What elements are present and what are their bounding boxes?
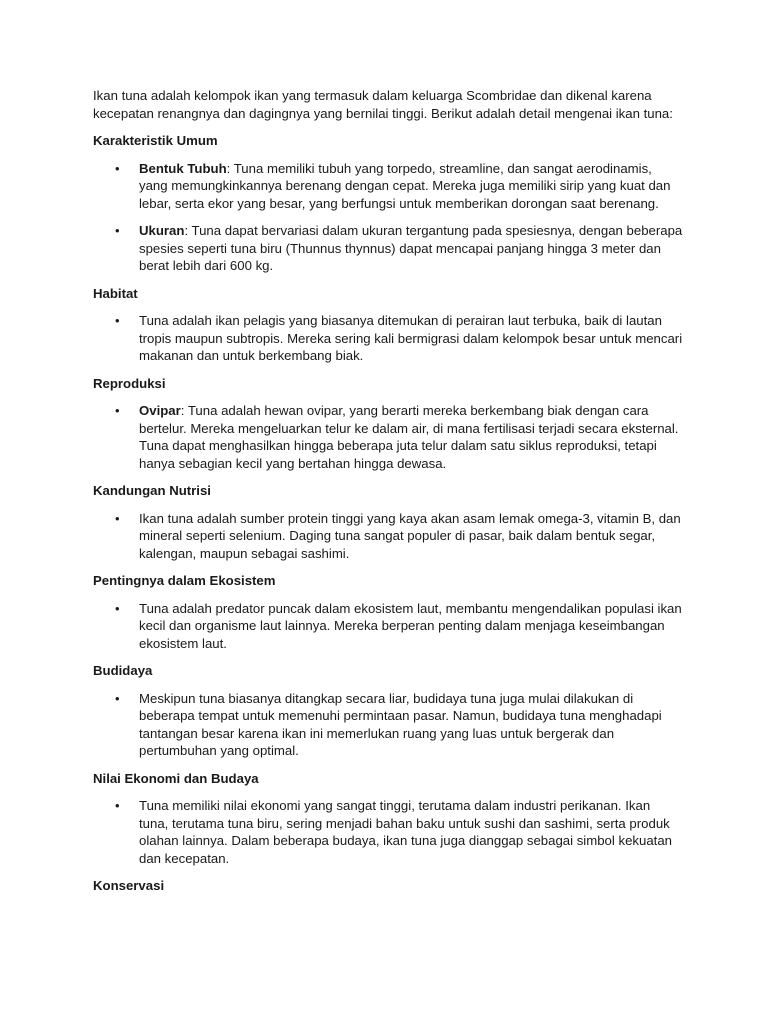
section-heading: Nilai Ekonomi dan Budaya	[93, 770, 259, 786]
list-item	[93, 160, 683, 213]
bullet-list	[93, 690, 683, 760]
item-text: Tuna adalah predator puncak dalam ekosistem laut, membantu mengendalikan populasi ikan kecil dan organisme laut lainnya. Mereka berperan penting dalam menjaga keseimbangan ekosistem laut.	[139, 600, 682, 651]
list-item	[93, 797, 683, 867]
section-heading: Reproduksi	[93, 375, 166, 391]
list-item	[93, 312, 683, 365]
bullet-icon: •	[115, 600, 120, 616]
bullet-list	[93, 510, 683, 563]
section-heading: Karakteristik Umum	[93, 133, 218, 148]
bullet-icon: •	[115, 690, 120, 706]
intro-paragraph: Ikan tuna adalah kelompok ikan yang termasuk dalam keluarga Scombridae dan dikenal karena kecepatan renangnya dan dagingnya yang bernilai tinggi. Berikut adalah detail mengenai ikan tuna:	[93, 88, 673, 121]
list-item	[93, 402, 683, 472]
item-term: Ovipar	[139, 403, 181, 418]
section-heading: Konservasi	[93, 878, 165, 893]
item-term: Ukuran	[139, 223, 185, 238]
bullet-icon: •	[115, 223, 120, 238]
section-heading: Habitat	[93, 285, 138, 301]
item-text: Tuna memiliki nilai ekonomi yang sangat tinggi, terutama dalam industri perikanan. Ikan tuna, terutama tuna biru, sering menjadi bahan baku untuk sushi dan sashimi, serta produk olahan lainnya. Dalam beberapa budaya, ikan tuna juga dianggap sebagai simbol kekuatan dan kecepatan.	[139, 798, 673, 866]
list-item	[93, 222, 683, 275]
sections-container	[93, 132, 683, 895]
bullet-list	[93, 402, 683, 472]
section-heading: Kandungan Nutrisi	[93, 483, 211, 498]
item-text: Tuna adalah ikan pelagis yang biasanya ditemukan di perairan laut terbuka, baik di lautan tropis maupun subtropis. Mereka sering kali bermigrasi dalam kelompok besar untuk mencari makanan dan untuk berkembang biak.	[139, 313, 683, 363]
bullet-icon: •	[115, 313, 120, 328]
bullet-icon: •	[115, 403, 120, 418]
item-term: Bentuk Tubuh	[139, 160, 227, 176]
item-text: Meskipun tuna biasanya ditangkap secara liar, budidaya tuna juga mulai dilakukan di beberapa tempat untuk memenuhi permintaan pasar. Namun, budidaya tuna menghadapi tantangan besar karena ikan ini memerlukan ruang yang luas untuk bergerak dan pertumbuhan yang optimal.	[139, 690, 662, 758]
bullet-icon: •	[115, 510, 120, 526]
item-text: : Tuna adalah hewan ovipar, yang berarti mereka berkembang biak dengan cara bertelur. Mereka mengeluarkan telur ke dalam air, di mana fertilisasi terjadi secara eksternal. Tuna dapat menghasilkan hingga beberapa juta telur dalam satu siklus reproduksi, tetapi hanya sebagian kecil yang bertahan hingga dewasa.	[139, 403, 679, 471]
section-heading: Budidaya	[93, 663, 153, 678]
item-text: : Tuna memiliki tubuh yang torpedo, streamline, dan sangat aerodinamis, yang memungkinkannya berenang dengan cepat. Mereka juga memiliki sirip yang kuat dan lebar, serta ekor yang besar, yang berfungsi untuk memberikan dorongan saat berenang.	[139, 160, 671, 211]
section-heading: Pentingnya dalam Ekosistem	[93, 573, 276, 588]
bullet-list	[93, 797, 683, 867]
document-page	[93, 87, 683, 905]
bullet-list	[93, 600, 683, 653]
bullet-list	[93, 312, 683, 365]
item-text: Ikan tuna adalah sumber protein tinggi yang kaya akan asam lemak omega-3, vitamin B, dan mineral seperti selenium. Daging tuna sangat populer di pasar, baik dalam bentuk segar, kalengan, maupun sebagai sashimi.	[139, 510, 681, 561]
list-item	[93, 690, 683, 760]
list-item	[93, 600, 683, 653]
item-text: : Tuna dapat bervariasi dalam ukuran tergantung pada spesiesnya, dengan beberapa spesies seperti tuna biru (Thunnus thynnus) dapat mencapai panjang hingga 3 meter dan berat lebih dari 600 kg.	[139, 223, 683, 273]
bullet-icon: •	[115, 160, 120, 176]
bullet-icon: •	[115, 798, 120, 813]
bullet-list	[93, 160, 683, 275]
list-item	[93, 510, 683, 563]
